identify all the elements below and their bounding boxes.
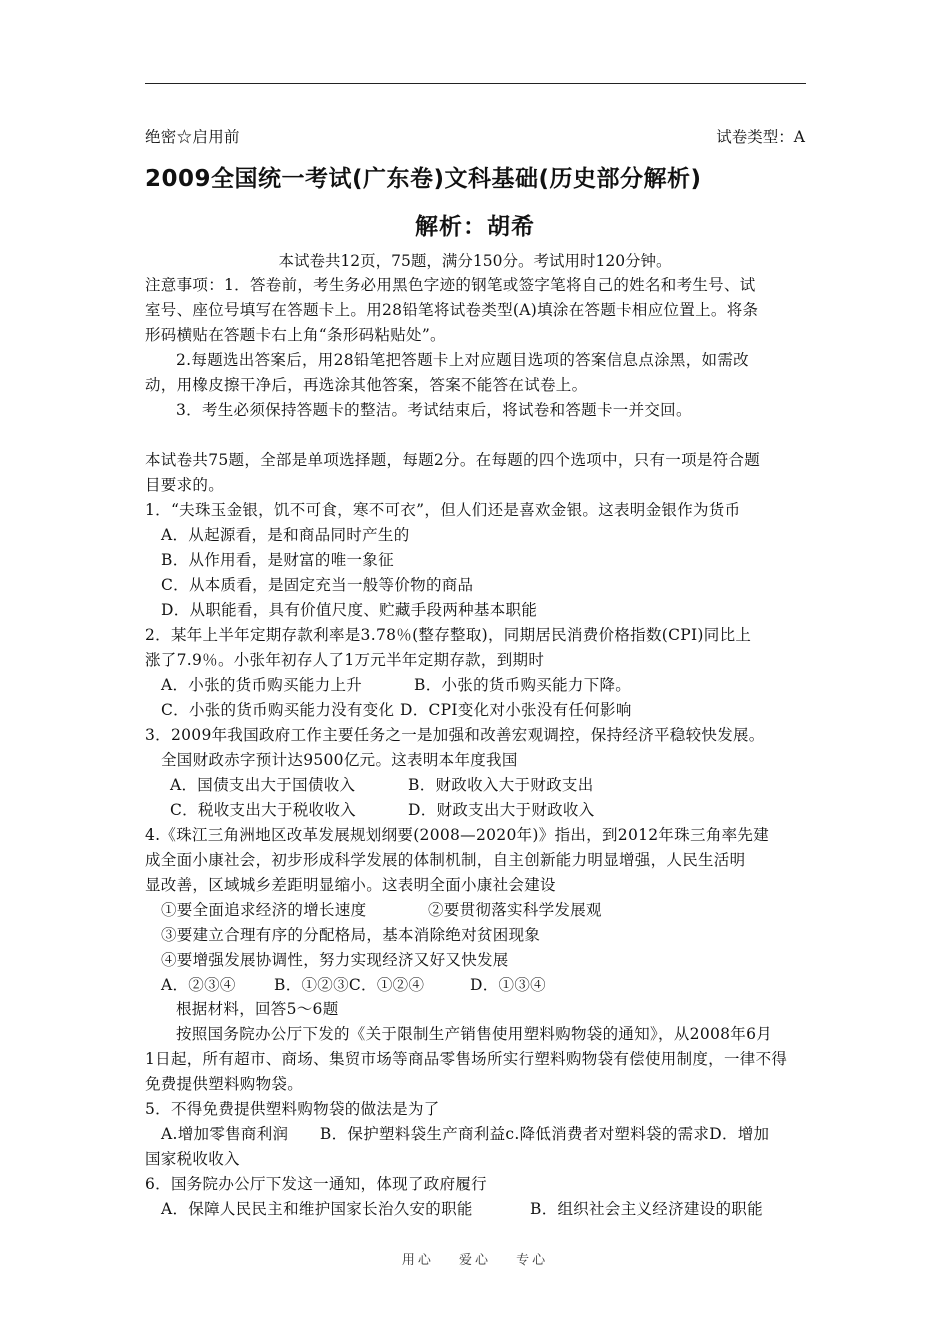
note-line: 形码横贴在答题卡右上角“条形码粘贴处”。 [145, 326, 446, 344]
material-lead: 根据材料，回答5～6题 [176, 1000, 339, 1018]
question-4-item-1: ①要全面追求经济的增长速度 [161, 901, 367, 919]
question-5-options-cont: 国家税收收入 [145, 1150, 240, 1168]
question-1-stem: 1．“夫珠玉金银，饥不可食，寒不可衣”，但人们还是喜欢金银。这表明金银作为货币 [145, 501, 741, 519]
header-rule [145, 83, 806, 84]
question-1-option-b: B．从作用看，是财富的唯一象征 [161, 551, 394, 569]
question-3-option-a: A．国债支出大于国债收入 [170, 776, 356, 794]
question-6-stem: 6．国务院办公厅下发这一通知，体现了政府履行 [145, 1175, 487, 1193]
question-2-option-d: D．CPI变化对小张没有任何影响 [400, 701, 632, 719]
note-line: 2.每题选出答案后，用28铅笔把答题卡上对应题目选项的答案信息点涂黑，如需改 [176, 351, 749, 369]
question-2-option-b: B．小张的货币购买能力下降。 [414, 676, 632, 694]
question-4-stem: 成全面小康社会，初步形成科学发展的体制机制，自主创新能力明显增强，人民生活明 [145, 851, 746, 869]
confidential-label: 绝密☆启用前 [145, 128, 240, 146]
section-intro-line: 目要求的。 [145, 476, 225, 494]
question-2-option-c: C．小张的货币购买能力没有变化 [161, 701, 395, 719]
exam-intro: 本试卷共12页，75题，满分150分。考试用时120分钟。 [278, 252, 672, 270]
question-2-stem: 2．某年上半年定期存款利率是3.78％(整存整取)，同期居民消费价格指数(CPI)同比上 [145, 626, 752, 644]
question-3-option-c: C．税收支出大于税收收入 [170, 801, 356, 819]
question-3-stem: 3．2009年我国政府工作主要任务之一是加强和改善宏观调控，保持经济平稳较快发展。 [145, 726, 765, 744]
note-line: 3．考生必须保持答题卡的整洁。考试结束后，将试卷和答题卡一并交回。 [176, 401, 692, 419]
question-4-item-3: ③要建立合理有序的分配格局，基本消除绝对贫困现象 [161, 926, 541, 944]
question-1-option-a: A．从起源看，是和商品同时产生的 [161, 526, 410, 544]
question-4-stem: 4.《珠江三角洲地区改革发展规划纲要(2008—2020年)》指出，到2012年珠三角率先建 [145, 826, 770, 844]
question-3-stem: 全国财政赤字预计达9500亿元。这表明本年度我国 [161, 751, 518, 769]
question-4-item-2: ②要贯彻落实科学发展观 [428, 901, 602, 919]
document-title: 2009全国统一考试(广东卷)文科基础(历史部分解析) [145, 166, 702, 192]
question-5-options: A.增加零售商利润 B．保护塑料袋生产商利益c.降低消费者对塑料袋的需求D．增加 [161, 1125, 770, 1143]
paper-type-label: 试卷类型：A [716, 128, 805, 146]
material-text-line: 免费提供塑料购物袋。 [145, 1075, 304, 1093]
note-line: 注意事项：1．答卷前，考生务必用黑色字迹的钢笔或签字笔将自己的姓名和考生号、试 [145, 276, 756, 294]
question-1-option-c: C．从本质看，是固定充当一般等价物的商品 [161, 576, 474, 594]
question-5-stem: 5．不得免费提供塑料购物袋的做法是为了 [145, 1100, 440, 1118]
note-line: 室号、座位号填写在答题卡上。用28铅笔将试卷类型(A)填涂在答题卡相应位置上。将条 [145, 301, 759, 319]
question-1-option-d: D．从职能看，具有价值尺度、贮藏手段两种基本职能 [161, 601, 538, 619]
question-6-option-b: B．组织社会主义经济建设的职能 [530, 1200, 763, 1218]
question-2-option-a: A．小张的货币购买能力上升 [161, 676, 363, 694]
note-line: 动，用橡皮擦干净后，再选涂其他答案，答案不能答在试卷上。 [145, 376, 588, 394]
question-6-option-a: A．保障人民民主和维护国家长治久安的职能 [161, 1200, 473, 1218]
question-2-stem: 涨了7.9％。小张年初存人了1万元半年定期存款，到期时 [145, 651, 545, 669]
question-3-option-d: D．财政支出大于财政收入 [408, 801, 595, 819]
question-4-option-bc: B．①②③C．①②④ [274, 976, 425, 994]
page-footer: 用心 爱心 专心 [401, 1253, 549, 1268]
material-text-line: 按照国务院办公厅下发的《关于限制生产销售使用塑料购物袋的通知》，从2008年6月 [176, 1025, 773, 1043]
question-4-stem: 显改善，区域城乡差距明显缩小。这表明全面小康社会建设 [145, 876, 556, 894]
author-line: 解析：胡希 [415, 214, 535, 240]
question-4-option-d: D．①③④ [470, 976, 546, 994]
question-4-option-a: A．②③④ [161, 976, 236, 994]
question-4-item-4: ④要增强发展协调性，努力实现经济又好又快发展 [161, 951, 509, 969]
material-text-line: 1日起，所有超市、商场、集贸市场等商品零售场所实行塑料购物袋有偿使用制度，一律不得 [145, 1050, 788, 1068]
question-3-option-b: B．财政收入大于财政支出 [408, 776, 594, 794]
section-intro-line: 本试卷共75题，全部是单项选择题，每题2分。在每题的四个选项中，只有一项是符合题 [145, 451, 761, 469]
